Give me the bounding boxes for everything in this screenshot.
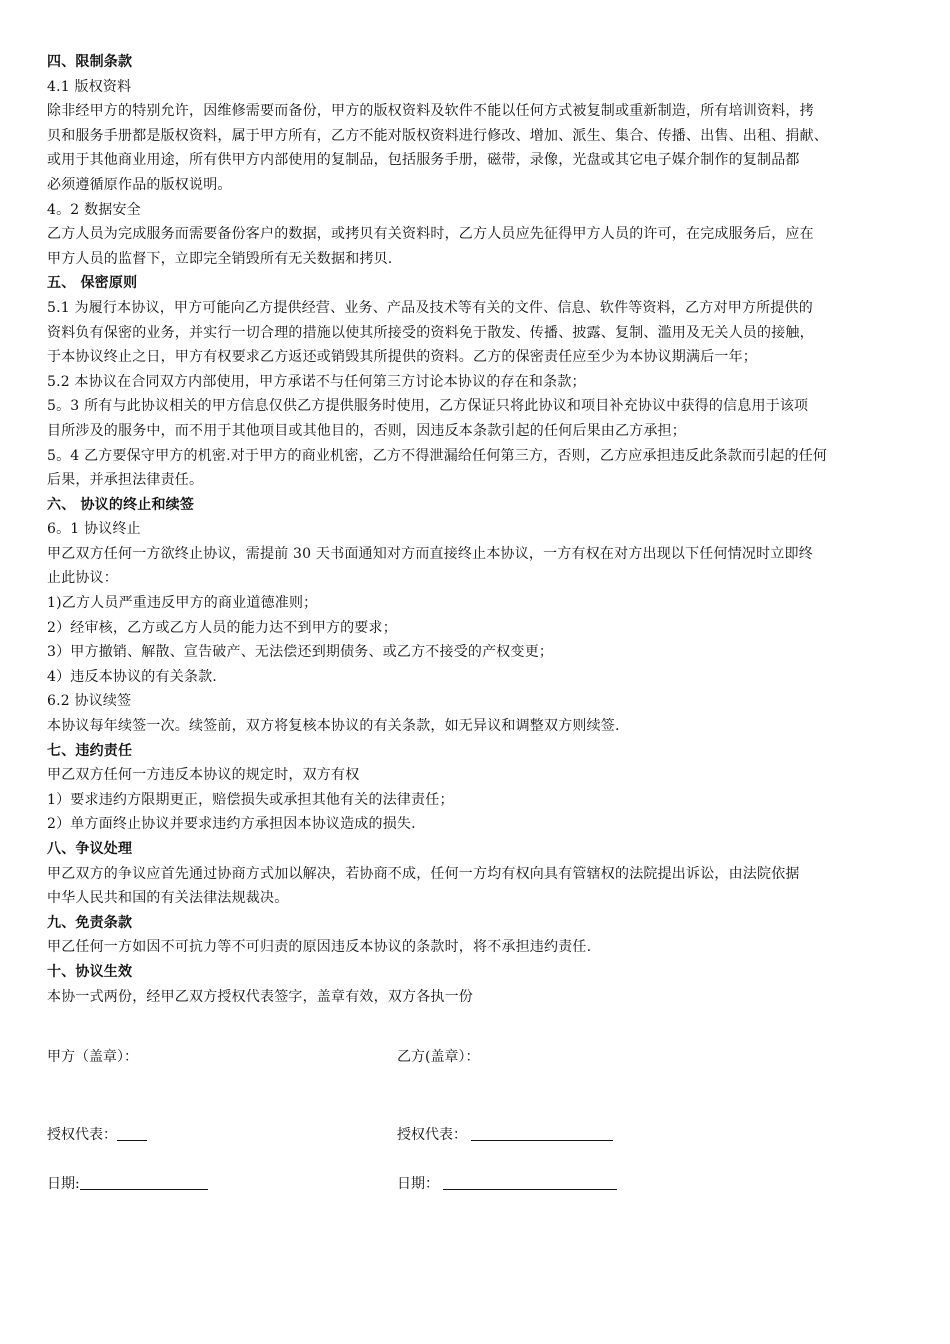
party-a-seal-label: 甲方（盖章）： bbox=[47, 1049, 138, 1065]
text-line: 于本协议终止之日，甲方有权要求乙方返还或销毁其所提供的资料。乙方的保密责任应至少为本协议期满后一年； bbox=[47, 349, 757, 366]
text-line: 本协一式两份，经甲乙双方授权代表签字，盖章有效，双方各执一份 bbox=[47, 988, 473, 1005]
text-line: 4）违反本协议的有关条款. bbox=[47, 668, 217, 685]
auth-rep-a-label: 授权代表： bbox=[47, 1127, 117, 1143]
date-a bbox=[47, 1173, 208, 1193]
text-line: 甲方人员的监督下，立即完全销毁所有无关数据和拷贝. bbox=[47, 250, 393, 267]
text-line: 甲乙双方的争议应首先通过协商方式加以解决，若协商不成，任何一方均有权向具有管辖权的法院提出诉讼，由法院依据 bbox=[47, 865, 800, 882]
section-heading: 九、免责条款 bbox=[47, 914, 133, 931]
text-line: 必须遵循原作品的版权说明。 bbox=[47, 176, 232, 193]
party-b-seal-label: 乙方(盖章）： bbox=[397, 1049, 480, 1065]
text-line: 2）经审核，乙方或乙方人员的能力达不到甲方的要求； bbox=[47, 619, 397, 636]
text-line: 目所涉及的服务中，而不用于其他项目或其他目的，否则，因违反本条款引起的任何后果由乙方承担； bbox=[47, 422, 686, 439]
date-a-label: 日期: bbox=[47, 1176, 80, 1192]
section-heading: 四、限制条款 bbox=[47, 54, 133, 70]
text-line: 止此协议： bbox=[47, 570, 118, 587]
text-line: 中华人民共和国的有关法律法规裁决。 bbox=[47, 890, 289, 907]
section-heading: 七、违约责任 bbox=[47, 742, 133, 759]
date-b-underline bbox=[443, 1175, 617, 1190]
text-line: 5.1 为履行本协议，甲方可能向乙方提供经营、业务、产品及技术等有关的文件、信息、软件等资料，乙方对甲方所提供的 bbox=[47, 299, 813, 316]
auth-rep-b-label: 授权代表： bbox=[397, 1127, 467, 1143]
auth-rep-b bbox=[397, 1124, 613, 1144]
text-line: 除非经甲方的特别允许，因维修需要而备份，甲方的版权资料及软件不能以任何方式被复制或重新制造，所有培训资料，拷 bbox=[47, 103, 814, 120]
auth-rep-a-underline bbox=[117, 1126, 147, 1141]
text-line: 乙方人员为完成服务而需要备份客户的数据，或拷贝有关资料时，乙方人员应先征得甲方人员的许可，在完成服务后，应在 bbox=[47, 226, 814, 243]
text-line: 4。2 数据安全 bbox=[47, 201, 141, 218]
text-line: 5。3 所有与此协议相关的甲方信息仅供乙方提供服务时使用，乙方保证只将此协议和项目补充协议中获得的信息用于该项 bbox=[47, 398, 809, 415]
text-line: 甲乙任何一方如因不可抗力等不可归责的原因违反本协议的条款时，将不承担违约责任. bbox=[47, 939, 592, 956]
text-line: 1）要求违约方限期更正，赔偿损失或承担其他有关的法律责任； bbox=[47, 791, 454, 808]
text-line: 1)乙方人员严重违反甲方的商业道德准则； bbox=[47, 595, 318, 612]
section-heading: 五、 保密原则 bbox=[47, 275, 138, 292]
text-line: 或用于其他商业用途，所有供甲方内部使用的复制品，包括服务手册，磁带，录像，光盘或其它电子媒介制作的复制品都 bbox=[47, 152, 800, 169]
section-heading: 八、争议处理 bbox=[47, 841, 133, 857]
text-line: 6。1 协议终止 bbox=[47, 521, 141, 538]
text-line: 贝和服务手册都是版权资料，属于甲方所有，乙方不能对版权资料进行修改、增加、派生、集合、传播、出售、出租、捐献、 bbox=[47, 127, 828, 144]
date-b-label: 日期： bbox=[397, 1176, 439, 1192]
text-line: 甲乙双方任何一方违反本协议的规定时，双方有权 bbox=[47, 767, 360, 784]
text-line: 4.1 版权资料 bbox=[47, 78, 132, 95]
text-line: 5。4 乙方要保守甲方的机密.对于甲方的商业机密，乙方不得泄漏给任何第三方，否则，乙方应承担违反此条款而引起的任何 bbox=[47, 447, 828, 464]
text-line: 本协议每年续签一次。续签前，双方将复核本协议的有关条款，如无异议和调整双方则续签. bbox=[47, 718, 620, 735]
section-heading: 十、协议生效 bbox=[47, 963, 133, 980]
text-line: 6.2 协议续签 bbox=[47, 693, 132, 710]
text-line: 2）单方面终止协议并要求违约方承担因本协议造成的损失. bbox=[47, 816, 416, 833]
date-b bbox=[397, 1173, 617, 1193]
auth-rep-a bbox=[47, 1124, 147, 1144]
text-line: 资料负有保密的业务，并实行一切合理的措施以使其所接受的资料免于散发、传播、披露、复制、滥用及无关人员的接触， bbox=[47, 324, 814, 341]
text-line: 后果，并承担法律责任。 bbox=[47, 472, 204, 489]
contract-body bbox=[47, 50, 920, 1009]
text-line: 5.2 本协议在合同双方内部使用，甲方承诺不与任何第三方讨论本协议的存在和条款； bbox=[47, 373, 586, 390]
text-line: 3）甲方撤销、解散、宣告破产、无法偿还到期债务、或乙方不接受的产权变更； bbox=[47, 644, 554, 661]
text-line: 甲乙双方任何一方欲终止协议，需提前 30 天书面通知对方而直接终止本协议，一方有权在对方出现以下任何情况时立即终 bbox=[47, 545, 813, 562]
auth-rep-b-underline bbox=[471, 1126, 613, 1141]
date-a-underline bbox=[80, 1175, 208, 1190]
section-heading: 六、 协议的终止和续签 bbox=[47, 496, 195, 513]
